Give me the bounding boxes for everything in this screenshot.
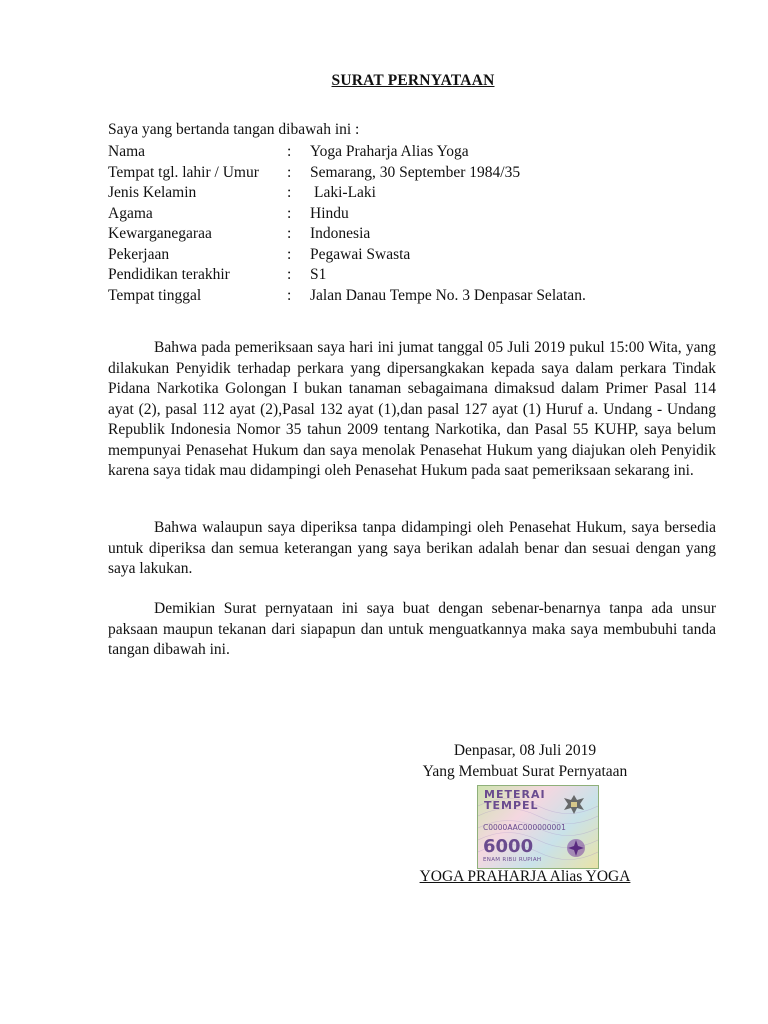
field-separator: :	[287, 204, 292, 222]
field-value: Laki-Laki	[314, 184, 376, 201]
field-row-kewarganegaraan	[108, 224, 728, 245]
field-row-agama	[108, 204, 728, 225]
field-value: Jalan Danau Tempe No. 3 Denpasar Selatan.	[310, 286, 586, 304]
field-separator: :	[287, 163, 292, 181]
signer-name: YOGA PRAHARJA Alias YOGA	[419, 868, 631, 885]
signer-role: Yang Membuat Surat Pernyataan	[422, 763, 628, 780]
field-value: Yoga Praharja Alias Yoga	[310, 143, 469, 160]
field-label: Pekerjaan	[108, 245, 170, 263]
field-label: Tempat tgl. lahir / Umur	[108, 163, 259, 181]
stamp-title-line1: METERAI	[484, 788, 546, 801]
stamp-serial: C0000AAC000000001	[483, 823, 566, 832]
field-label: Nama	[108, 143, 146, 160]
field-separator: :	[287, 225, 292, 242]
field-row-pendidikan	[108, 265, 728, 286]
field-value: Semarang, 30 September 1984/35	[310, 163, 521, 181]
stamp-value: 6000	[483, 836, 534, 857]
field-separator: :	[287, 143, 292, 160]
field-row-jenis-kelamin	[108, 183, 728, 204]
field-separator: :	[287, 184, 292, 201]
field-value: S1	[310, 266, 327, 283]
garuda-emblem-icon	[564, 795, 584, 814]
field-value: Hindu	[310, 204, 349, 222]
field-separator: :	[287, 245, 292, 263]
field-label: Jenis Kelamin	[108, 184, 197, 201]
field-label: Kewarganegaraa	[108, 225, 212, 242]
field-row-pekerjaan	[108, 245, 728, 266]
intro-line: Saya yang bertanda tangan dibawah ini :	[108, 121, 360, 138]
field-row-tempat-tgl-lahir	[108, 163, 728, 184]
field-value: Pegawai Swasta	[310, 245, 411, 263]
field-separator: :	[287, 286, 292, 304]
field-label: Tempat tinggal	[108, 286, 202, 304]
paragraph-willingness: Bahwa walaupun saya diperiksa tanpa didampingi oleh Penasehat Hukum, saya bersedia untuk diperiksa dan semua keterangan yang saya berikan adalah benar dan sesuai dengan yang saya lakukan.	[108, 519, 716, 577]
stamp-value-words: ENAM RIBU RUPIAH	[483, 857, 542, 863]
revenue-stamp	[477, 785, 599, 869]
field-separator: :	[287, 266, 292, 283]
field-value: Indonesia	[310, 225, 371, 242]
flower-icon	[567, 839, 585, 857]
field-label: Agama	[108, 204, 153, 222]
paragraph-statement: Bahwa pada pemeriksaan saya hari ini jumat tanggal 05 Juli 2019 pukul 15:00 Wita, yang dilakukan Penyidik terhadap perkara yang dipersangkakan kepada saya dalam perkara Tindak Pidana Narkotika Golongan I bukan tanaman sebagaimana dimaksud dalam Primer Pasal 114 ayat (2), pasal 112 ayat (2),Pasal 132 ayat (1),dan pasal 127 ayat (1) Huruf a. Undang - Undang Republik Indonesia Nomor 35 tahun 2009 tentang Narkotika, dan Pasal 55 KUHP, saya belum mempunyai Penasehat Hukum dan saya menolak Penasehat Hukum yang diajukan oleh Penyidik karena saya tidak mau didampingi oleh Penasehat Hukum pada saat pemeriksaan sekarang ini.	[108, 339, 716, 479]
identity-fields	[108, 142, 728, 306]
field-row-nama	[108, 142, 728, 163]
stamp-title-line2: TEMPEL	[484, 799, 539, 812]
place-date: Denpasar, 08 Juli 2019	[453, 742, 597, 759]
field-row-tempat-tinggal	[108, 286, 728, 307]
field-label: Pendidikan terakhir	[108, 266, 230, 283]
document-title: SURAT PERNYATAAN	[331, 72, 495, 89]
paragraph-closing: Demikian Surat pernyataan ini saya buat dengan sebenar-benarnya tanpa ada unsur paksaan maupun tekanan dari siapapun dan untuk menguatkannya maka saya membubuhi tanda tangan dibawah ini.	[108, 600, 716, 658]
